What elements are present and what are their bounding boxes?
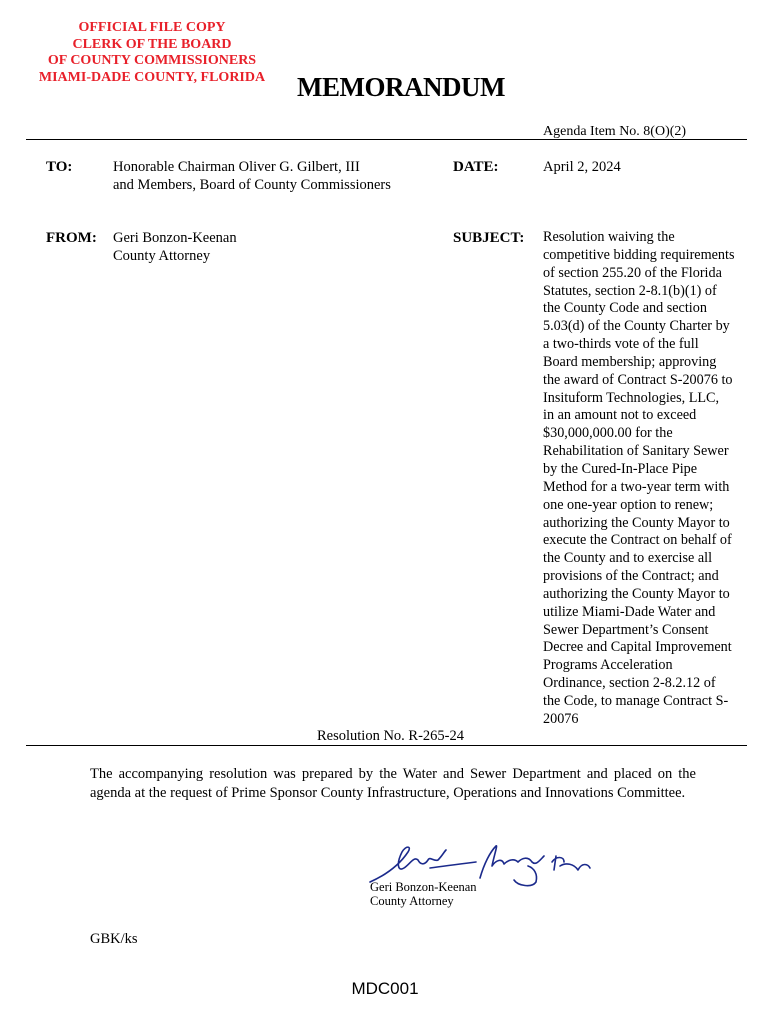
from-line-2: County Attorney bbox=[113, 248, 211, 264]
header-rule bbox=[26, 139, 747, 140]
document-code: MDC001 bbox=[351, 979, 419, 998]
signature-block bbox=[370, 880, 477, 908]
to-line-2: and Members, Board of County Commissioners bbox=[113, 177, 391, 193]
subject-line: Rehabilitation of Sanitary Sewer bbox=[543, 443, 729, 460]
stamp-line-4: MIAMI-DADE COUNTY, FLORIDA bbox=[38, 69, 266, 85]
signer-title: County Attorney bbox=[370, 894, 454, 908]
subject-line: Method for a two-year term with bbox=[543, 478, 730, 495]
agenda-item: Agenda Item No. 8(O)(2) bbox=[543, 124, 687, 139]
typist-initials: GBK/ks bbox=[90, 931, 138, 947]
stamp-line-2: CLERK OF THE BOARD bbox=[72, 36, 232, 52]
subject-label: SUBJECT: bbox=[453, 230, 525, 246]
subject-line: Board membership; approving bbox=[543, 353, 717, 370]
subject-line: by the Cured-In-Place Pipe bbox=[543, 460, 698, 477]
subject-line: Sewer Department’s Consent bbox=[543, 621, 709, 638]
subject-line: utilize Miami-Dade Water and bbox=[543, 603, 716, 620]
subject-line: 20076 bbox=[543, 710, 579, 727]
subject-line: one one-year option to renew; bbox=[543, 496, 714, 513]
subject-line: the County Code and section bbox=[543, 300, 707, 317]
subject-line: execute the Contract on behalf of bbox=[543, 532, 732, 549]
from-line-1: Geri Bonzon-Keenan bbox=[113, 230, 237, 246]
subject-line: the award of Contract S-20076 to bbox=[543, 371, 733, 388]
clerk-stamp bbox=[30, 20, 274, 86]
subject-line: Programs Acceleration bbox=[543, 657, 673, 674]
subject-line: Insituform Technologies, LLC, bbox=[543, 389, 720, 406]
subject-line: 5.03(d) of the County Charter by bbox=[543, 318, 730, 335]
body-rule bbox=[26, 745, 747, 746]
subject-line: provisions of the Contract; and bbox=[543, 568, 719, 585]
subject-line: Ordinance, section 2-8.2.12 of bbox=[543, 675, 716, 692]
to-recipient bbox=[113, 158, 391, 194]
from-sender bbox=[113, 229, 237, 265]
to-line-1: Honorable Chairman Oliver G. Gilbert, III bbox=[113, 159, 360, 175]
stamp-line-1: OFFICIAL FILE COPY bbox=[78, 20, 226, 35]
to-label: TO: bbox=[46, 159, 73, 175]
subject-text bbox=[543, 229, 748, 729]
subject-line: competitive bidding requirements bbox=[543, 246, 735, 263]
signer-name: Geri Bonzon-Keenan bbox=[370, 880, 477, 894]
subject-line: in an amount not to exceed bbox=[543, 407, 697, 424]
subject-line: of section 255.20 of the Florida bbox=[543, 264, 722, 281]
subject-line: the Code, to manage Contract S- bbox=[543, 692, 729, 709]
subject-line: a two-thirds vote of the full bbox=[543, 336, 699, 353]
subject-line: Decree and Capital Improvement bbox=[543, 639, 732, 656]
subject-line: the County and to exercise all bbox=[543, 550, 713, 567]
subject-line: authorizing the County Mayor to bbox=[543, 585, 730, 602]
memo-title: MEMORANDUM bbox=[297, 72, 505, 102]
from-label: FROM: bbox=[46, 230, 97, 246]
subject-line: Resolution waiving the bbox=[543, 229, 675, 245]
subject-line: Statutes, section 2-8.1(b)(1) of bbox=[543, 282, 717, 299]
stamp-line-3: OF COUNTY COMMISSIONERS bbox=[47, 53, 257, 68]
subject-line: authorizing the County Mayor to bbox=[543, 514, 730, 531]
date-value: April 2, 2024 bbox=[543, 159, 621, 175]
date-label: DATE: bbox=[453, 159, 499, 175]
resolution-number: Resolution No. R-265-24 bbox=[317, 728, 465, 744]
subject-line: $30,000,000.00 for the bbox=[543, 425, 673, 442]
memo-body: The accompanying resolution was prepared by the Water and Sewer Department and placed on the agenda at the request of Prime Sponsor County Infrastructure, Operations and Innovations Committee. bbox=[90, 766, 696, 801]
